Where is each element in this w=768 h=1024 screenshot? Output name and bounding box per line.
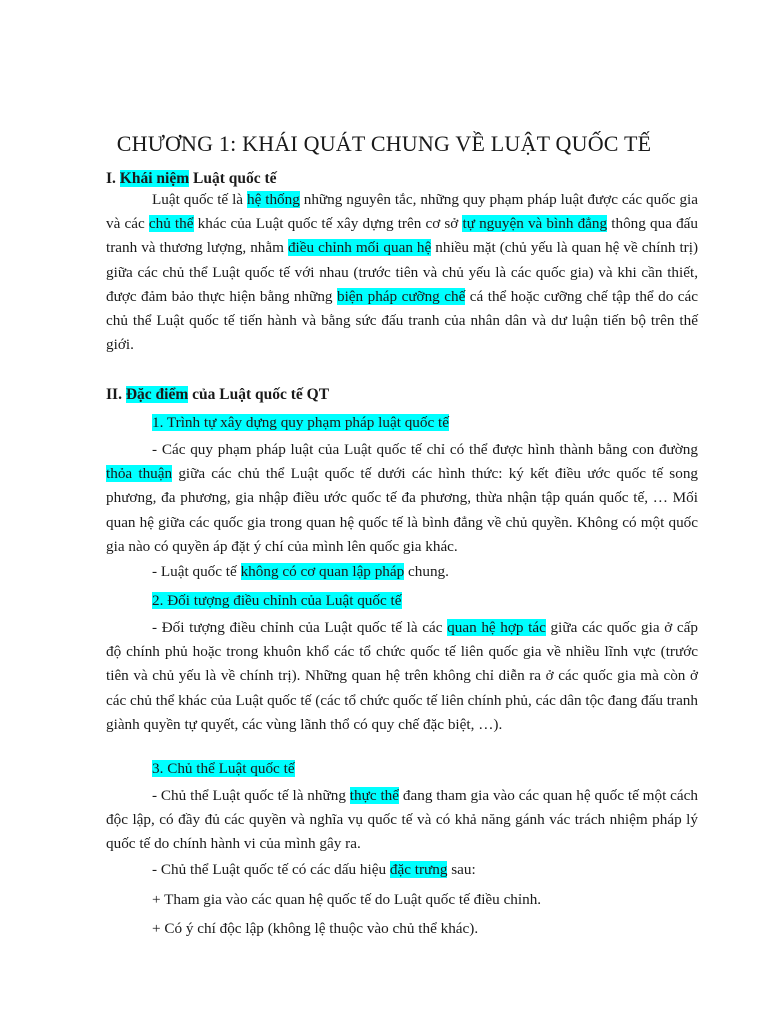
highlighted-term: quan hệ hợp tác xyxy=(447,619,546,636)
no-legislature-line xyxy=(152,563,449,581)
highlighted-term: hệ thống xyxy=(246,191,300,208)
bullet-line-1: + Tham gia vào các quan hệ quốc tế do Luật quốc tế điều chỉnh. xyxy=(152,891,542,908)
section-number: I. xyxy=(106,170,120,187)
text-run: - Luật quốc tế xyxy=(152,563,241,580)
bullet-line-2: + Có ý chí độc lập (không lệ thuộc vào chủ thể khác). xyxy=(152,920,479,937)
section-heading-rest: Luật quốc tế xyxy=(189,170,277,187)
subheading-1 xyxy=(152,414,449,432)
section-heading-rest: của Luật quốc tế QT xyxy=(188,386,330,403)
section-number: II. xyxy=(106,386,126,403)
section-heading-definition xyxy=(106,170,277,188)
highlighted-term: không có cơ quan lập pháp xyxy=(240,563,405,580)
highlighted-term: Khái niệm xyxy=(119,170,190,187)
text-run: chung. xyxy=(404,563,449,580)
text-run: những nguyên tắc, những quy phạm pháp luật được các quốc gia và các xyxy=(106,191,699,233)
text-run: giữa các quốc gia ở cấp độ chính phủ hoặc trong khuôn khổ các tổ chức quốc tế liên quốc gia về nhiều lĩnh vực (trước tiên và chủ yếu là về chính trị). Những quan hệ trên không chỉ diễn ra ở các quốc gia mà còn ở các chủ thể khác của Luật quốc tế (các tổ chức quốc tế liên chính phủ, các dân tộc đang đấu tranh giành quyền tự quyết, các vùng lãnh thổ có quy chế đặc biệt, …). xyxy=(106,619,698,733)
text-run: nhiều mặt (chủ yếu là quan hệ về chính trị) giữa các chủ thể Luật quốc tế với nhau (trước tiên và chủ yếu là các quốc gia) và khi cần thiết, được đảm bảo thực hiện bằng những xyxy=(106,239,699,305)
subheading-2 xyxy=(152,592,402,610)
highlighted-term: điều chỉnh mối quan hệ xyxy=(287,239,432,257)
section-heading-characteristics xyxy=(106,386,329,404)
subheading-3 xyxy=(152,760,295,778)
highlighted-term: tự nguyện và bình đẳng xyxy=(462,215,608,233)
highlighted-term: thỏa thuận xyxy=(106,465,173,483)
text-run: Luật quốc tế là xyxy=(152,191,247,208)
text-run: giữa các chủ thể Luật quốc tế dưới các hình thức: ký kết điều ước quốc tế song phương, đa phương, gia nhập điều ước quốc tế đa phương, thừa nhận tập quán quốc tế, … Mối quan hệ giữa các quốc gia trong quan hệ quốc tế là bình đẳng về chủ quyền. Không có một quốc gia nào có quyền áp đặt ý chí của mình lên quốc gia khác. xyxy=(106,465,699,555)
text-run: - Các quy phạm pháp luật của Luật quốc tế chỉ có thể được hình thành bằng con đường xyxy=(152,441,698,458)
text-run: sau: xyxy=(447,861,476,878)
text-run: - Chủ thể Luật quốc tế là những xyxy=(152,787,350,804)
subject-signs-line xyxy=(152,861,476,879)
characteristics-paragraph-2 xyxy=(106,616,698,737)
highlighted-term: Đặc điểm xyxy=(125,386,189,403)
text-run: cá thể hoặc cưỡng chế tập thể do các chủ thể Luật quốc tế tiến hành và bằng sức đấu tranh của nhân dân và dư luận tiến bộ trên thế giới. xyxy=(106,287,698,354)
chapter-title: CHƯƠNG 1: KHÁI QUÁT CHUNG VỀ LUẬT QUỐC TẾ xyxy=(116,131,652,156)
highlighted-term: thực thể xyxy=(349,787,400,804)
text-run: - Đối tượng điều chỉnh của Luật quốc tế là các xyxy=(152,619,448,636)
highlighted-subheading: 2. Đối tượng điều chỉnh của Luật quốc tế xyxy=(152,592,402,609)
definition-paragraph xyxy=(106,188,698,357)
characteristics-paragraph-3 xyxy=(106,784,698,857)
text-run: đang tham gia vào các quan hệ quốc tế một cách độc lập, có đầy đủ các quyền và nghĩa vụ quốc tế và có khả năng gánh vác trách nhiệm pháp lý quốc tế do chính hành vi của mình gây ra. xyxy=(106,787,698,853)
highlighted-subheading: 1. Trình tự xây dựng quy phạm pháp luật quốc tế xyxy=(152,414,449,431)
highlighted-term: chủ thể xyxy=(148,215,194,233)
highlighted-term: biện pháp cưỡng chế xyxy=(336,287,466,305)
text-run: khác của Luật quốc tế xây dựng trên cơ sở xyxy=(193,215,463,233)
text-run: thông qua đấu tranh và thương lượng, nhằm xyxy=(106,215,699,257)
highlighted-term: đặc trưng xyxy=(389,861,448,878)
highlighted-subheading: 3. Chủ thể Luật quốc tế xyxy=(152,760,295,777)
characteristics-paragraph-1 xyxy=(106,438,698,559)
text-run: - Chủ thể Luật quốc tế có các dấu hiệu xyxy=(152,861,390,878)
